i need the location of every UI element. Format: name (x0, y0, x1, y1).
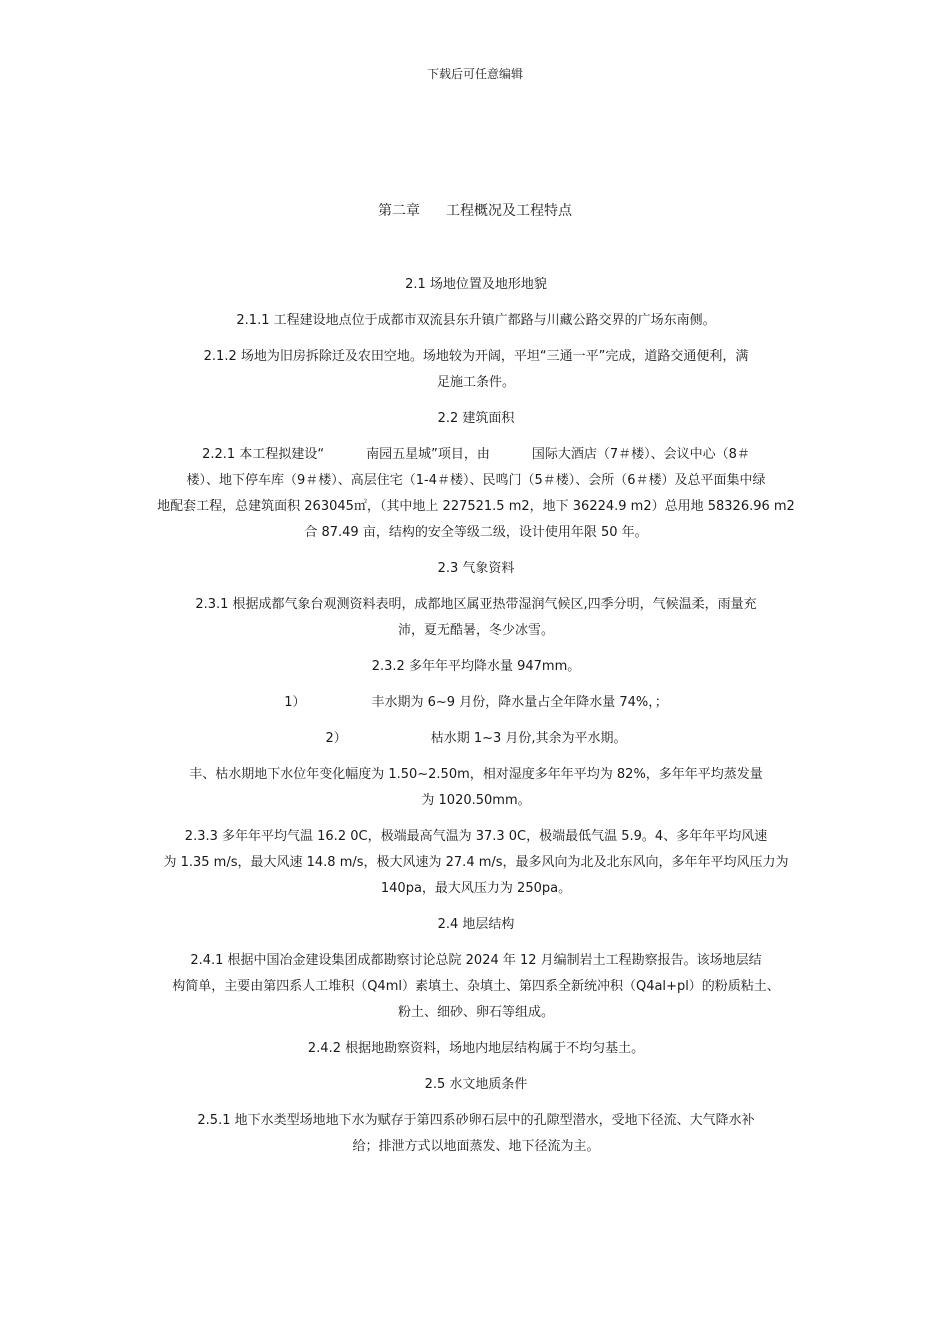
list-item-text: 枯水期 1~3 月份,其余为平水期。 (430, 731, 627, 746)
paragraph-2-5-1 (145, 1108, 807, 1160)
text-run: 2.2.1 本工程拟建设“ (202, 447, 325, 462)
paragraph-line: 丰、枯水期地下水位年变化幅度为 1.50~2.50m，相对湿度多年年平均为 82%，多年年平均蒸发量 (189, 767, 763, 782)
paragraph-line: 合 87.49 亩，结构的安全等级二级，设计使用年限 50 年。 (304, 525, 648, 540)
paragraph-line: 2.5.1 地下水类型场地地下水为赋存于第四系砂卵石层中的孔隙型潜水，受地下径流、大气降水补 (197, 1113, 755, 1128)
text-run: 南园五星城”项目，由 (366, 447, 490, 462)
paragraph-line: 楼）、地下停车库（9＃楼）、高层住宅（1-4＃楼）、民鸣门（5＃楼）、会所（6＃楼）及总平面集中绿 (186, 473, 766, 488)
paragraph-line: 地配套工程，总建筑面积 263045㎡，（其中地上 227521.5 m2，地下 36224.9 m2）总用地 58326.96 m2 (157, 499, 795, 514)
paragraph-2-3-3 (145, 824, 807, 902)
paragraph-line: 粉土、细砂、卵石等组成。 (397, 1005, 554, 1020)
section-heading-2-5: 2.5 水文地质条件 (424, 1077, 528, 1092)
paragraph-groundwater (145, 762, 807, 814)
list-item-number: 1） (284, 695, 306, 710)
paragraph-line: 为 1.35 m/s，最大风速 14.8 m/s，极大风速为 27.4 m/s，最多风向为北及北东风向，多年年平均风压力为 (163, 855, 789, 870)
paragraph-2-4-1 (145, 948, 807, 1026)
chapter-title (0, 202, 950, 220)
paragraph-line: 为 1020.50mm。 (421, 793, 531, 808)
list-item-text: 丰水期为 6~9 月份，降水量占全年降水量 74%，； (371, 695, 668, 710)
paragraph-line: 2.4.1 根据中国冶金建设集团成都勘察讨论总院 2024 年 12 月编制岩土工程勘察报告。该场地层结 (190, 953, 762, 968)
paragraph-line: 给；排泄方式以地面蒸发、地下径流为主。 (352, 1139, 600, 1154)
section-heading-2-4: 2.4 地层结构 (437, 917, 515, 932)
paragraph-2-3-1 (145, 592, 807, 644)
paragraph-2-1-2 (145, 344, 807, 396)
chapter-name: 工程概况及工程特点 (446, 203, 572, 219)
text-run: 国际大酒店（7＃楼）、会议中心（8＃ (531, 447, 750, 462)
paragraph-line: 140pa，最大风压力为 250pa。 (380, 881, 572, 896)
section-heading-2-3: 2.3 气象资料 (437, 561, 515, 576)
paragraph-line: 足施工条件。 (436, 375, 515, 390)
list-item-number: 2） (325, 731, 347, 746)
header-note: 下载后可任意编辑 (426, 67, 523, 81)
paragraph-line: 沛，夏无酷暑，冬少冰雪。 (397, 623, 554, 638)
list-item-1 (145, 690, 807, 716)
paragraph-line: 构简单，主要由第四系人工堆积（Q4ml）素填土、杂填土、第四系全新统冲积（Q4al+pl）的粉质粘土、 (172, 979, 780, 994)
document-body (145, 272, 807, 1160)
section-heading-2-1: 2.1 场地位置及地形地貌 (405, 277, 547, 292)
paragraph-line (145, 442, 807, 468)
list-item-2 (145, 726, 807, 752)
paragraph-line: 2.3.3 多年年平均气温 16.2 0C，极端最高气温为 37.3 0C，极端最低气温 5.9。4、多年年平均风速 (184, 829, 768, 844)
paragraph-line: 2.3.1 根据成都气象台观测资料表明，成都地区属亚热带湿润气候区,四季分明，气候温柔，雨量充 (195, 597, 757, 612)
paragraph-2-3-2: 2.3.2 多年年平均降水量 947mm。 (371, 659, 581, 674)
paragraph-line: 2.1.2 场地为旧房拆除迁及农田空地。场地较为开阔，平坦“三通一平”完成，道路交通便利，满 (203, 349, 749, 364)
section-heading-2-2: 2.2 建筑面积 (437, 411, 515, 426)
chapter-number: 第二章 (378, 203, 420, 219)
paragraph-2-4-2: 2.4.2 根据地勘察资料，场地内地层结构属于不均匀基土。 (307, 1041, 645, 1056)
paragraph-2-1-1: 2.1.1 工程建设地点位于成都市双流县东升镇广都路与川藏公路交界的广场东南侧。 (236, 313, 716, 328)
paragraph-2-2-1 (145, 442, 807, 546)
